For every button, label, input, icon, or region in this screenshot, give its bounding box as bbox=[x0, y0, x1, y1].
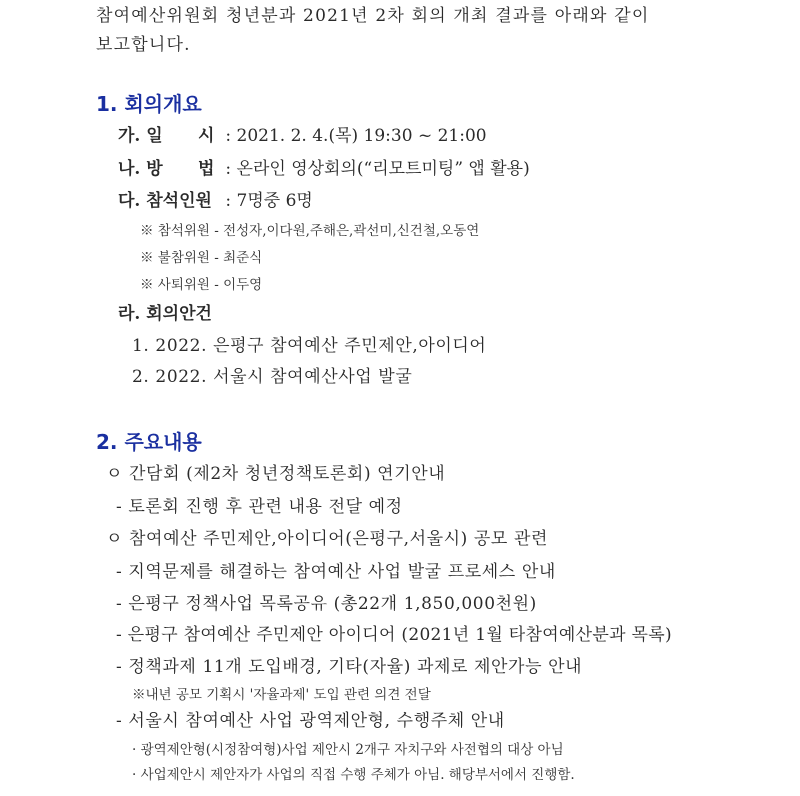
attendance-count-label: 다. 참석인원 bbox=[118, 191, 212, 211]
attendance-count-value: 7명중 6명 bbox=[236, 191, 313, 211]
agenda-heading bbox=[118, 306, 212, 323]
meeting-method-value: 온라인 영상회의(“리모트미팅” 앱 활용) bbox=[236, 159, 530, 179]
intro-line-1: 참여예산위원회 청년분과 2021년 2차 회의 개최 결과를 아래와 같이 bbox=[96, 6, 650, 26]
meeting-method-label-b: 법 bbox=[198, 159, 215, 179]
meeting-date-label-b: 시 bbox=[198, 126, 215, 146]
attendance-count-colon: : bbox=[225, 191, 232, 211]
content-line-4: - 지역문제를 해결하는 참여예산 사업 발굴 프로세스 안내 bbox=[116, 562, 556, 582]
attendance-count-row bbox=[118, 193, 313, 210]
content-note-1: ※내년 공모 기획시 '자율과제' 도입 관련 의견 전달 bbox=[132, 687, 431, 703]
meeting-date-label-a: 가. 일 bbox=[118, 126, 163, 146]
content-line-8: - 서울시 참여예산 사업 광역제안형, 수행주체 안내 bbox=[116, 711, 505, 731]
content-line-1: ㅇ 간담회 (제2차 청년정책토론회) 연기안내 bbox=[106, 464, 446, 484]
content-line-2: - 토론회 진행 후 관련 내용 전달 예정 bbox=[116, 497, 403, 517]
meeting-method-colon: : bbox=[225, 159, 232, 179]
content-bullet-2: · 사업제안시 제안자가 사업의 직접 수행 주체가 아님. 해당부서에서 진행함. bbox=[132, 767, 575, 783]
meeting-date-row bbox=[118, 128, 487, 145]
content-line-3: ㅇ 참여예산 주민제안,아이디어(은평구,서울시) 공모 관련 bbox=[106, 529, 548, 549]
meeting-date-value: 2021. 2. 4.(목) 19:30 ~ 21:00 bbox=[236, 126, 487, 146]
content-line-5: - 은평구 정책사업 목록공유 (총22개 1,850,000천원) bbox=[116, 594, 537, 614]
meeting-date-colon: : bbox=[225, 126, 232, 146]
section-2-title: 2. 주요내용 bbox=[96, 430, 202, 454]
intro-line-2: 보고합니다. bbox=[96, 35, 191, 55]
agenda-item-2: 2. 2022. 서울시 참여예산사업 발굴 bbox=[132, 367, 413, 387]
agenda-item-1: 1. 2022. 은평구 참여예산 주민제안,아이디어 bbox=[132, 336, 487, 356]
meeting-method-row bbox=[118, 161, 530, 178]
agenda-label: 라. 회의안건 bbox=[118, 304, 212, 324]
content-line-7: - 정책과제 11개 도입배경, 기타(자율) 과제로 제안가능 안내 bbox=[116, 657, 583, 677]
meeting-method-label-a: 나. 방 bbox=[118, 159, 163, 179]
attendance-present: ※ 참석위원 - 전성자,이다원,주해은,곽선미,신건철,오동연 bbox=[140, 223, 480, 239]
content-bullet-1: · 광역제안형(시정참여형)사업 제안시 2개구 자치구와 사전협의 대상 아님 bbox=[132, 742, 564, 758]
content-line-6: - 은평구 참여예산 주민제안 아이디어 (2021년 1월 타참여예산분과 목록) bbox=[116, 625, 672, 645]
attendance-absent: ※ 불참위원 - 최준식 bbox=[140, 250, 263, 266]
attendance-resigned: ※ 사퇴위원 - 이두영 bbox=[140, 277, 263, 293]
section-1-title: 1. 회의개요 bbox=[96, 92, 202, 116]
